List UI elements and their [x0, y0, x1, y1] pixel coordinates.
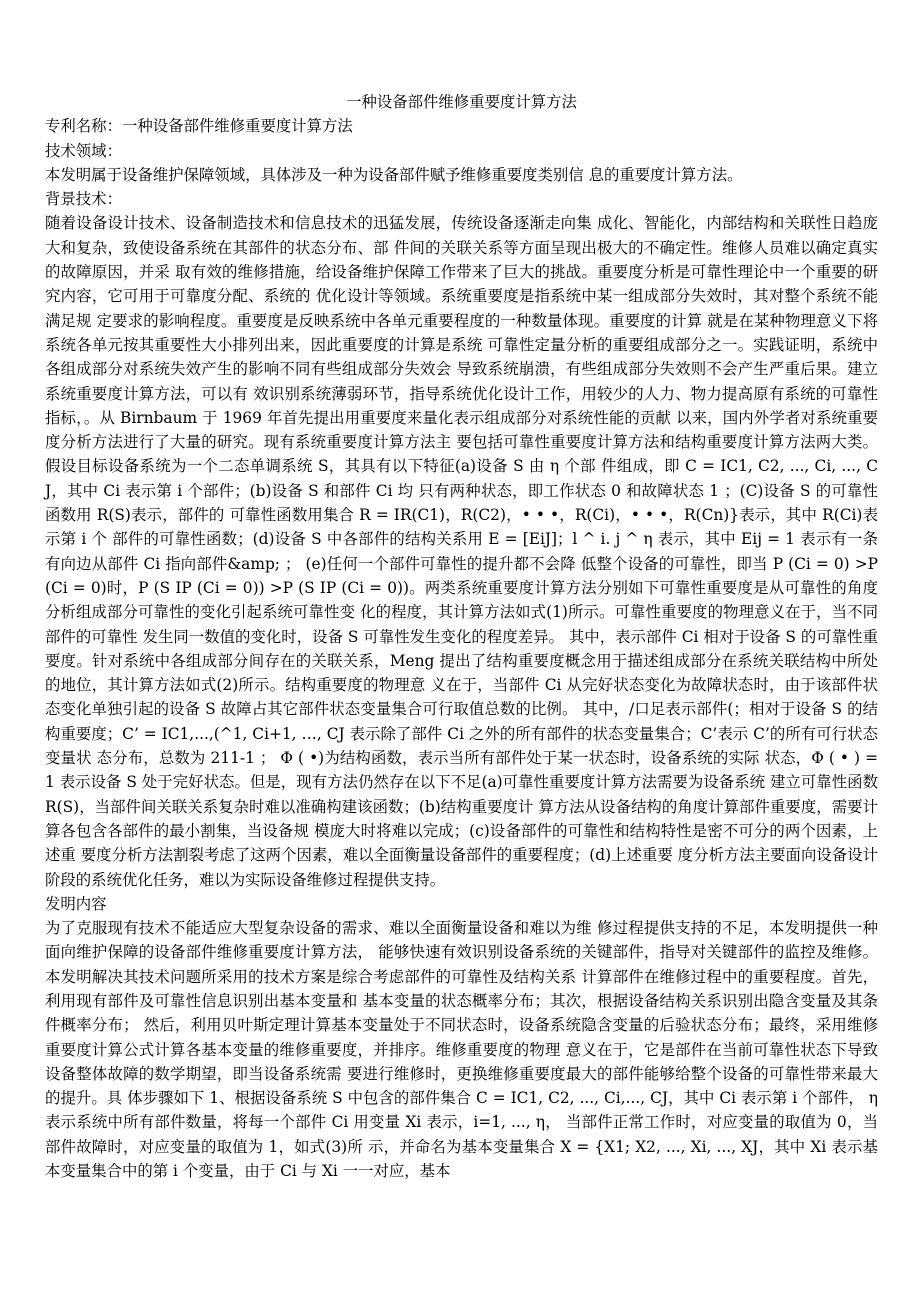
document-title: 一种设备部件维修重要度计算方法	[346, 93, 577, 111]
patent-name: 专利名称：一种设备部件维修重要度计算方法	[45, 117, 353, 136]
tech-field-heading: 技术领域：	[45, 141, 122, 160]
invention-paragraph: 为了克服现有技术不能适应大型复杂设备的需求、难以全面衡量设备和难以为维 修过程提供支持的不足，本发明提供一种面向维护保障的设备部件维修重要度计算方法， 能够快速有效识别设备系统的关键部件，指导对关键部件的监控及维修。本发明解决其技术问题所采用的技术方案是综合考虑部件的可靠性及结构关系 计算部件在维修过程中的重要程度。首先，利用现有部件及可靠性信息识别出基本变量和 基本变量的状态概率分布；其次，根据设备结构关系识别出隐含变量及其条件概率分布； 然后，利用贝叶斯定理计算基本变量处于不同状态时，设备系统隐含变量的后验状态分布；最终，采用维修重要度计算公式计算各基本变量的维修重要度，并排序。维修重要度的物理 意义在于，它是部件在当前可靠性状态下导致设备整体故障的数学期望，即当设备系统需 要进行维修时，更换维修重要度最大的部件能够给整个设备的可靠性带来最大的提升。具 体步骤如下 1、根据设备系统 S 中包含的部件集合 C = IC1, C2, ..., Ci,..., CJ，其中 Ci 表示第 i 个部件， η 表示系统中所有部件数量，将每一个部件 Ci 用变量 Xi 表示，i=1, ..., η， 当部件正常工作时，对应变量的取值为 0，当部件故障时，对应变量的取值为 1，如式(3)所 示，并命名为基本变量集合 X = {X1; X2, ..., Xi, ..., XJ，其中 Xi 表示基本变量集合中的第 i 个变量，由于 Ci 与 Xi 一一对应，基本	[45, 919, 878, 1181]
background-heading: 背景技术：	[45, 190, 122, 209]
background-paragraph: 随着设备设计技术、设备制造技术和信息技术的迅猛发展，传统设备逐渐走向集 成化、智能化，内部结构和关联性日趋庞大和复杂，致使设备系统在其部件的状态分布、部 件间的关联关系等方面呈现出极大的不确定性。维修人员难以确定真实的故障原因，并采 取有效的维修措施，给设备维护保障工作带来了巨大的挑战。重要度分析是可靠性理论中一个重要的研究内容，它可用于可靠度分配、系统的 优化设计等领域。系统重要度是指系统中某一组成部分失效时，其对整个系统不能满足规 定要求的影响程度。重要度是反映系统中各单元重要程度的一种数量体现。重要度的计算 就是在某种物理意义下将系统各单元按其重要性大小排列出来，因此重要度的计算是系统 可靠性定量分析的重要组成部分之一。实践证明，系统中各组成部分对系统失效产生的影响不同有些组成部分失效会 导致系统崩溃，有些组成部分失效则不会产生严重后果。建立系统重要度计算方法，可以有 效识别系统薄弱环节，指导系统优化设计工作，用较少的人力、物力提高原有系统的可靠性 指标，。从 Birnbaum 于 1969 年首先提出用重要度来量化表示组成部分对系统性能的贡献 以来，国内外学者对系统重要度分析方法进行了大量的研究。现有系统重要度计算方法主 要包括可靠性重要度计算方法和结构重要度计算方法两大类。假设目标设备系统为一个二态单调系统 S，其具有以下特征(a)设备 S 由 η 个部 件组成，即 C = IC1, C2, ..., Ci, ..., CJ，其中 Ci 表示第 i 个部件；(b)设备 S 和部件 Ci 均 只有两种状态，即工作状态 0 和故障状态 1 ；(C)设备 S 的可靠性函数用 R(S)表示，部件的 可靠性函数用集合 R = IR(C1)，R(C2)，• • •，R(Ci)，• • •，R(Cn)}表示，其中 R(Ci)表示第 i 个 部件的可靠性函数；(d)设备 S 中各部件的结构关系用 E = [EiJ]；l ^ i. j ^ η 表示，其中 Eij = 1 表示有一条有向边从部件 Ci 指向部件&amp; ； (e)任何一个部件可靠性的提升都不会降 低整个设备的可靠性，即当 P (Ci = 0) >P (Ci = 0)时，P (S IP (Ci = 0)) >P (S IP (Ci = 0))。两类系统重要度计算方法分别如下可靠性重要度是从可靠性的角度分析组成部分可靠性的变化引起系统可靠性变 化的程度，其计算方法如式(1)所示。可靠性重要度的物理意义在于，当不同部件的可靠性 发生同一数值的变化时，设备 S 可靠性发生变化的程度差异。 其中，表示部件 Ci 相对于设备 S 的可靠性重要度。针对系统中各组成部分间存在的关联关系，Meng 提出了结构重要度概念用于描述组成部分在系统关联结构中所处的地位，其计算方法如式(2)所示。结构重要度的物理意 义在于，当部件 Ci 从完好状态变化为故障状态时，由于该部件状态变化单独引起的设备 S 故障占其它部件状态变量集合可行取值总数的比例。 其中，/口足表示部件(；相对于设备 S 的结构重要度；C’ = IC1,...,(^1, Ci+1, …, CJ 表示除了部件 Ci 之外的所有部件的状态变量集合；C’表示 C’的所有可行状态变量状 态分布，总数为 211-1 ； Φ ( •)为结构函数，表示当所有部件处于某一状态时，设备系统的实际 状态，Φ ( • ) = 1 表示设备 S 处于完好状态。但是，现有方法仍然存在以下不足(a)可靠性重要度计算方法需要为设备系统 建立可靠性函数 R(S)，当部件间关联关系复杂时难以准确构建该函数；(b)结构重要度计 算方法从设备结构的角度计算部件重要度，需要计算各包含各部件的最小割集，当设备规 模庞大时将难以完成；(c)设备部件的可靠性和结构特性是密不可分的两个因素，上述重 要度分析方法割裂考虑了这两个因素，难以全面衡量设备部件的重要程度；(d)上述重要 度分析方法主要面向设备设计阶段的系统优化任务，难以为实际设备维修过程提供支持。	[45, 214, 878, 889]
invention-heading: 发明内容	[45, 894, 107, 913]
tech-field-paragraph: 本发明属于设备维护保障领域，具体涉及一种为设备部件赋予维修重要度类别信 息的重要度计算方法。	[45, 165, 743, 184]
